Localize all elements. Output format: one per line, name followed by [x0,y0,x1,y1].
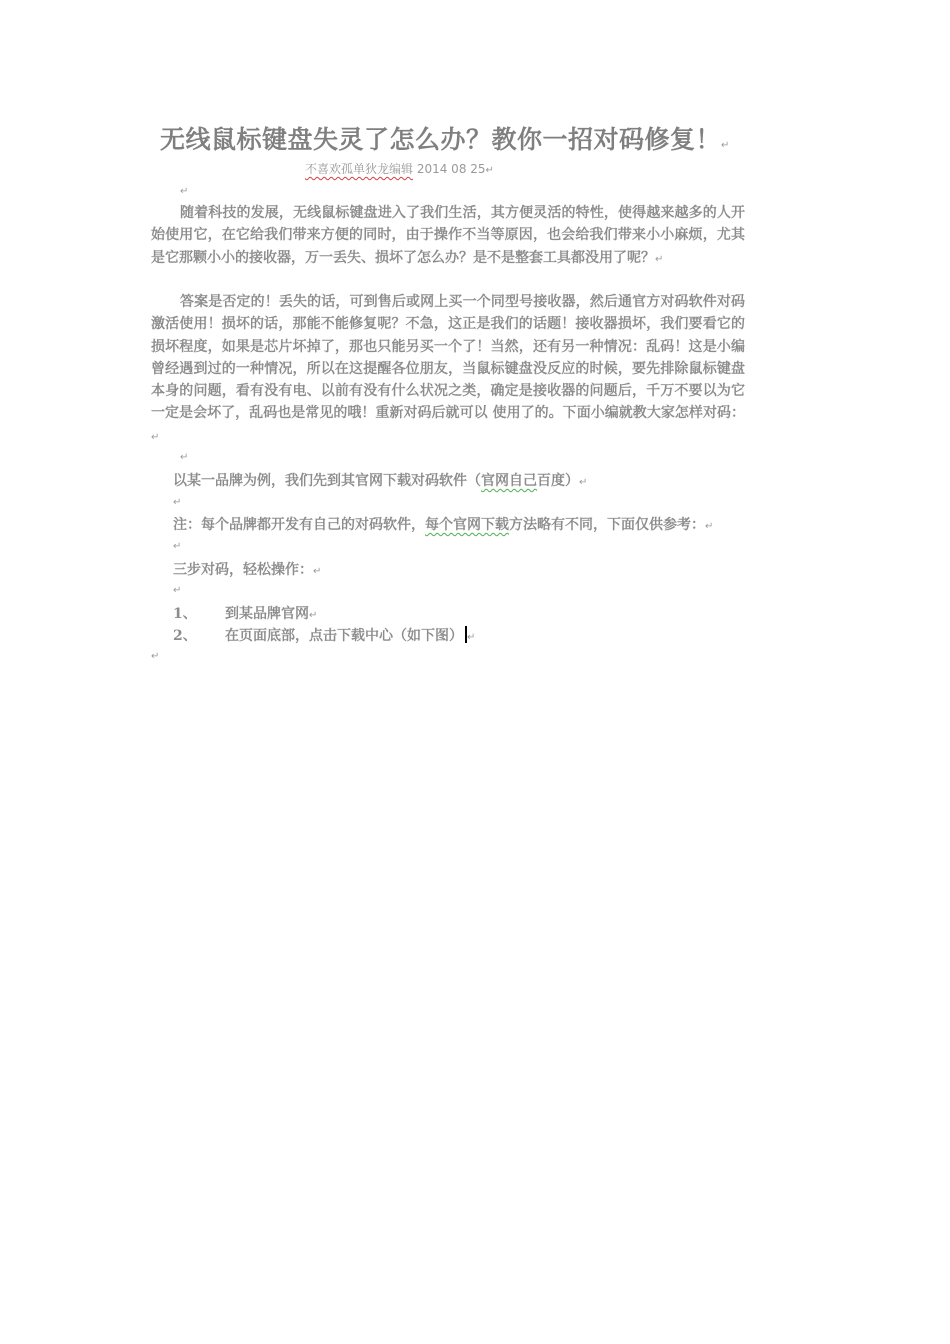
byline [305,160,494,177]
paragraph-text: 答案是否定的！丢失的话，可到售后或网上买一个同型号接收器，然后通官方对码软件对码激活使用！损坏的话，那能不能修复呢？不急，这正是我们的话题！接收器损坏，我们要看它的损坏程度，如果是芯片坏掉了，那也只能另买一个了！当然，还有另一种情况：乱码！这是小编曾经遇到过的一种情况，所以在这提醒各位朋友，当鼠标键盘没反应的时候，要先排除鼠标键盘本身的问题，看有没有电、以前有没有什么状况之类，确定是接收器的问题后，千万不要以为它一定是会坏了，乱码也是常见的哦！重新对码后就可以 使用了的。下面小编就教大家怎样对码： [151,294,745,422]
empty-paragraph-mark: ↵ [173,585,182,596]
line-note [173,514,713,534]
paragraph-mark: ↵ [485,165,494,176]
paragraph-mark: ↵ [467,632,476,643]
byline-date: 2014 08 25 [413,162,486,176]
list-item-1 [173,603,317,623]
empty-paragraph-mark: ↵ [180,186,189,197]
paragraph-mark: ↵ [313,566,322,577]
spellcheck-text: 官网自己 [481,473,537,489]
list-number: 2、 [173,628,197,644]
line-text: 三步对码，轻松操作： [173,562,313,578]
list-item-2 [173,625,475,645]
list-number: 1、 [173,606,197,622]
title-text: 无线鼠标键盘失灵了怎么办？教你一招对码修复！ [160,125,722,154]
byline-author: 不喜欢孤单狄龙编辑 [305,162,414,176]
list-item-text: 到某品牌官网 [225,606,309,622]
paragraph-mark: ↵ [579,477,588,488]
paragraph-mark: ↵ [655,253,664,265]
line-text: 以某一品牌为例，我们先到其官网下载对码软件（ [173,473,481,489]
line-three-steps [173,559,321,579]
document-title [160,120,760,156]
line-text: 百度） [537,473,579,489]
empty-paragraph-mark: ↵ [173,541,182,552]
paragraph-mark: ↵ [705,521,714,532]
spellcheck-text: 每个官网下载 [425,517,509,533]
line-text: 方法略有不同，下面仅供参考： [509,517,705,533]
line-brand-example [173,470,587,490]
paragraph-mark: ↵ [721,140,730,151]
paragraph-mark: ↵ [309,610,318,621]
empty-paragraph-mark: ↵ [173,497,182,508]
list-item-text: 在页面底部，点击下载中心（如下图） [225,628,463,644]
paragraph-text: 随着科技的发展，无线鼠标键盘进入了我们生活，其方便灵活的特性，使得越来越多的人开始使用它，在它给我们带来方便的同时，由于操作不当等原因，也会给我们带来小小麻烦，尤其是它那颗小小的接收器，万一丢失、损坏了怎么办？是不是整套工具都没用了呢？ [151,205,745,266]
paragraph-mark: ↵ [151,431,160,443]
line-text: 注：每个品牌都开发有自己的对码软件， [173,517,425,533]
paragraph-answer [151,291,745,449]
empty-paragraph-mark: ↵ [180,452,189,463]
paragraph-intro [151,202,745,271]
empty-paragraph-mark: ↵ [151,651,160,662]
